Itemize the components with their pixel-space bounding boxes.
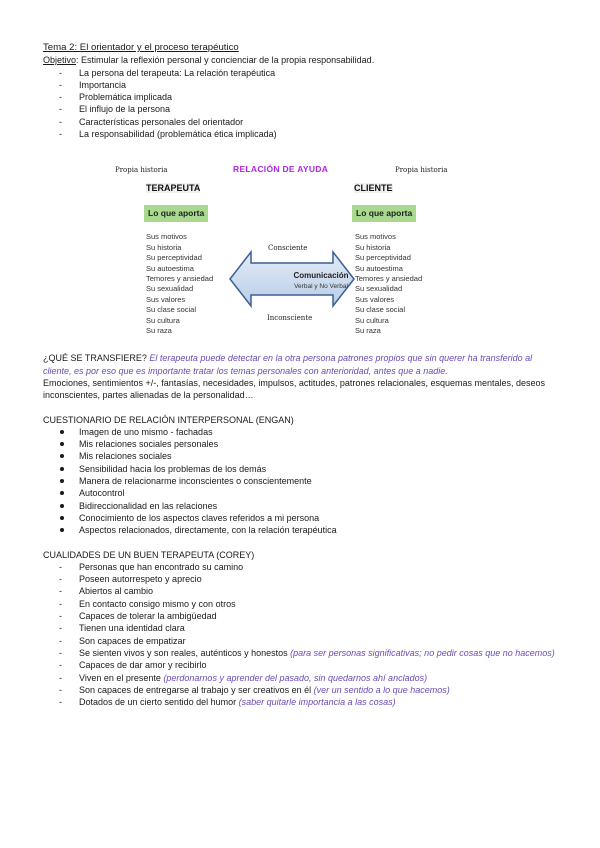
list-item: Su perceptividad: [355, 253, 411, 263]
qualities-heading: CUALIDADES DE UN BUEN TERAPEUTA (COREY): [43, 549, 255, 560]
list-item: Manera de relacionarme inconscientes o conscientemente: [79, 475, 563, 487]
client-label: CLIENTE: [354, 183, 393, 194]
list-item: Su sexualidad: [355, 284, 403, 294]
communication-title: Comunicación: [293, 271, 349, 281]
list-item: Su cultura: [355, 315, 389, 325]
list-item: - Capaces de tolerar la ambigüedad: [79, 610, 563, 622]
list-item: Sus motivos: [146, 232, 187, 242]
list-item: - Problemática implicada: [79, 91, 563, 103]
list-item: Mis relaciones sociales personales: [79, 438, 563, 450]
list-item: Su cultura: [146, 315, 180, 325]
questionnaire-list: [43, 426, 563, 537]
list-item: Bidireccionalidad en las relaciones: [79, 500, 563, 512]
unconscious-label: Inconsciente: [267, 314, 313, 323]
communication-subtitle: Verbal y No Verbal: [294, 283, 348, 291]
list-item: Aspectos relacionados, directamente, con la relación terapéutica: [79, 524, 563, 536]
transfer-section: [43, 352, 563, 377]
questionnaire-heading: CUESTIONARIO DE RELACIÓN INTERPERSONAL (ENGAN): [43, 414, 294, 425]
document-page: [43, 42, 563, 708]
therapist-label: TERAPEUTA: [146, 183, 201, 194]
diagram-header: RELACIÓN DE AYUDA: [233, 164, 329, 175]
therapist-contribution-label: Lo que aporta: [144, 205, 208, 221]
list-item: - Son capaces de entregarse al trabajo y ser creativos en él (ver un sentido a lo que hacemos): [79, 684, 563, 696]
list-item: Su clase social: [146, 305, 197, 315]
list-item: - Características personales del orientador: [79, 116, 563, 128]
objective-text: : Estimular la reflexión personal y concienciar de la propia responsabilidad.: [76, 55, 375, 66]
objective-label: Objetivo: [43, 55, 77, 66]
list-item: Autocontrol: [79, 487, 563, 499]
qualities-list: [43, 561, 563, 709]
list-item: - Son capaces de empatizar: [79, 635, 563, 647]
list-item: Su autoestima: [146, 263, 194, 273]
list-item: - Tienen una identidad clara: [79, 622, 563, 634]
client-contribution-label: Lo que aporta: [352, 205, 416, 221]
list-item: - Capaces de dar amor y recibirlo: [79, 659, 563, 671]
list-item: Su autoestima: [355, 263, 403, 273]
list-item: Sensibilidad hacia los problemas de los demás: [79, 463, 563, 475]
list-item: - Viven en el presente (perdonarnos y aprender del pasado, sin quedarnos ahí anclados): [79, 672, 563, 684]
conscious-label: Consciente: [268, 244, 308, 253]
list-item: - Poseen autorrespeto y aprecio: [79, 573, 563, 585]
objective: [43, 54, 563, 66]
list-item: - Dotados de un cierto sentido del humor (saber quitarle importancia a las cosas): [79, 696, 563, 708]
helping-relationship-diagram: [43, 162, 563, 342]
list-item: Su raza: [355, 326, 381, 336]
list-item: - En contacto consigo mismo y con otros: [79, 598, 563, 610]
left-history-label: Propia historia: [115, 166, 168, 175]
transfer-question: ¿QUÉ SE TRANSFIERE?: [43, 353, 147, 364]
list-item: Su historia: [355, 242, 391, 252]
list-item: - Personas que han encontrado su camino: [79, 561, 563, 573]
list-item: Temores y ansiedad: [146, 274, 214, 283]
list-item: - El influjo de la persona: [79, 103, 563, 115]
right-history-label: Propia historia: [395, 166, 448, 175]
list-item: Sus valores: [355, 294, 395, 304]
list-item: - La persona del terapeuta: La relación terapéutica: [79, 67, 563, 79]
transfer-note: El terapeuta puede detectar en la otra persona patrones propios que sin querer ha transferido al cliente, es por eso que es importante tratar los temas personales con anterioridad, antes que a nadie.: [43, 353, 533, 376]
list-item: Conocimiento de los aspectos claves referidos a mi persona: [79, 512, 563, 524]
list-item: Su historia: [146, 242, 182, 252]
list-item: Su perceptividad: [146, 253, 202, 263]
list-item: Mis relaciones sociales: [79, 450, 563, 462]
page-title: Tema 2: El orientador y el proceso terapéutico: [43, 42, 239, 53]
list-item: Sus motivos: [355, 232, 396, 242]
list-item: - Abiertos al cambio: [79, 585, 563, 597]
list-item: Imagen de uno mismo - fachadas: [79, 426, 563, 438]
list-item: Temores y ansiedad: [355, 274, 423, 283]
list-item: - Importancia: [79, 79, 563, 91]
list-item: Su clase social: [355, 305, 406, 315]
therapist-items: [146, 232, 213, 336]
list-item: - La responsabilidad (problemática ética implicada): [79, 128, 563, 140]
list-item: Sus valores: [146, 294, 186, 304]
transfer-text: Emociones, sentimientos +/-, fantasías, necesidades, impulsos, actitudes, patrones relacionales, esquemas mentales, deseos inconscientes, partes alienadas de la personalidad…: [43, 377, 546, 401]
intro-list: [43, 67, 563, 141]
list-item: Su sexualidad: [146, 284, 194, 294]
list-item: - Se sienten vivos y son reales, auténticos y honestos (para ser personas significativas; no pedir cosas que no hacemos): [79, 647, 563, 659]
list-item: Su raza: [146, 326, 172, 336]
